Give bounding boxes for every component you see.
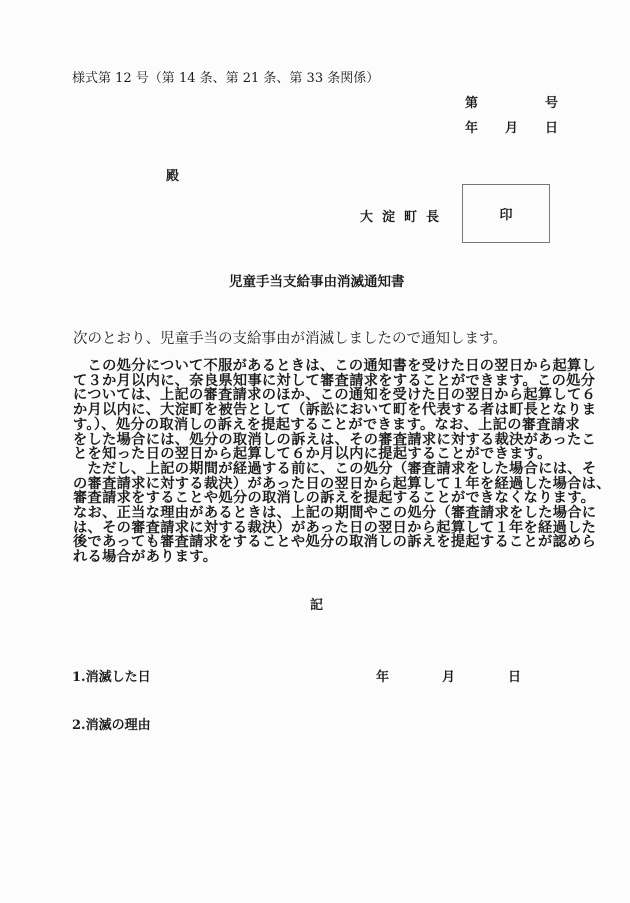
addressee-honorific: 殿	[166, 169, 180, 184]
doc-number-prefix: 第	[465, 96, 479, 111]
issue-date-month: 月	[504, 121, 518, 136]
issue-date-day: 日	[544, 121, 558, 136]
notice-line: 後であっても審査請求をすることや処分の取消しの訴えを提起することが認めら	[73, 534, 597, 551]
intro-text: 次のとおり、児童手当の支給事由が消滅しましたので通知します。	[73, 331, 507, 347]
notice-line: については、上記の審査請求のほか、この通知を受けた日の翌日から起算して６	[73, 387, 597, 404]
notice-line: か月以内に、大淀町を被告として（訴訟において町を代表する者は町長となりま	[73, 402, 597, 419]
notice-line: 審査請求をすることや処分の取消しの訴えを提起することができなくなります。	[73, 490, 596, 507]
document-number	[465, 92, 558, 111]
notice-line: ただし、上記の期間が経過する前に、この処分（審査請求をした場合には、そ	[73, 460, 597, 477]
notice-line: なお、正当な理由があるときは、上記の期間やこの処分（審査請求をした場合に	[73, 505, 597, 522]
item-extinction-date-label: 1.消滅した日	[72, 670, 151, 685]
issuer-title: 大淀町長	[360, 210, 449, 225]
extinction-year: 年	[376, 670, 390, 685]
notice-line: をした場合には、処分の取消しの訴えは、その審査請求に対する裁決があったこ	[73, 431, 597, 448]
form-number: 様式第 12 号（第 14 条、第 21 条、第 33 条関係）	[72, 71, 380, 86]
notice-line: れる場合があります。	[73, 549, 218, 566]
item-extinction-reason-label: 2.消滅の理由	[72, 718, 151, 733]
issue-date-year: 年	[465, 121, 479, 136]
appeal-notice-paragraph	[73, 358, 611, 566]
issue-date	[465, 117, 558, 136]
notice-line: とを知った日の翌日から起算して６か月以内に提起することができます。	[73, 446, 552, 463]
notice-line: て３か月以内に、奈良県知事に対して審査請求をすることができます。この処分	[73, 372, 596, 389]
extinction-day: 日	[507, 670, 521, 685]
doc-number-suffix: 号	[544, 96, 558, 111]
notice-line: す。）、処分の取消しの訴えを提起することができます。なお、上記の審査請求	[73, 416, 580, 433]
notice-line: の審査請求に対する裁決）があった日の翌日から起算して１年を経過した場合は、	[73, 475, 611, 492]
ki-heading: 記	[310, 598, 324, 613]
seal-label: 印	[499, 208, 513, 223]
notice-line: は、その審査請求に対する裁決）があった日の翌日から起算して１年を経過した	[73, 519, 597, 536]
seal-box	[462, 184, 550, 243]
document-title: 児童手当支給事由消滅通知書	[229, 274, 405, 290]
notice-line: この処分について不服があるときは、この通知書を受けた日の翌日から起算し	[73, 358, 597, 374]
extinction-month: 月	[441, 670, 455, 685]
item-extinction-date-fields	[376, 666, 521, 685]
